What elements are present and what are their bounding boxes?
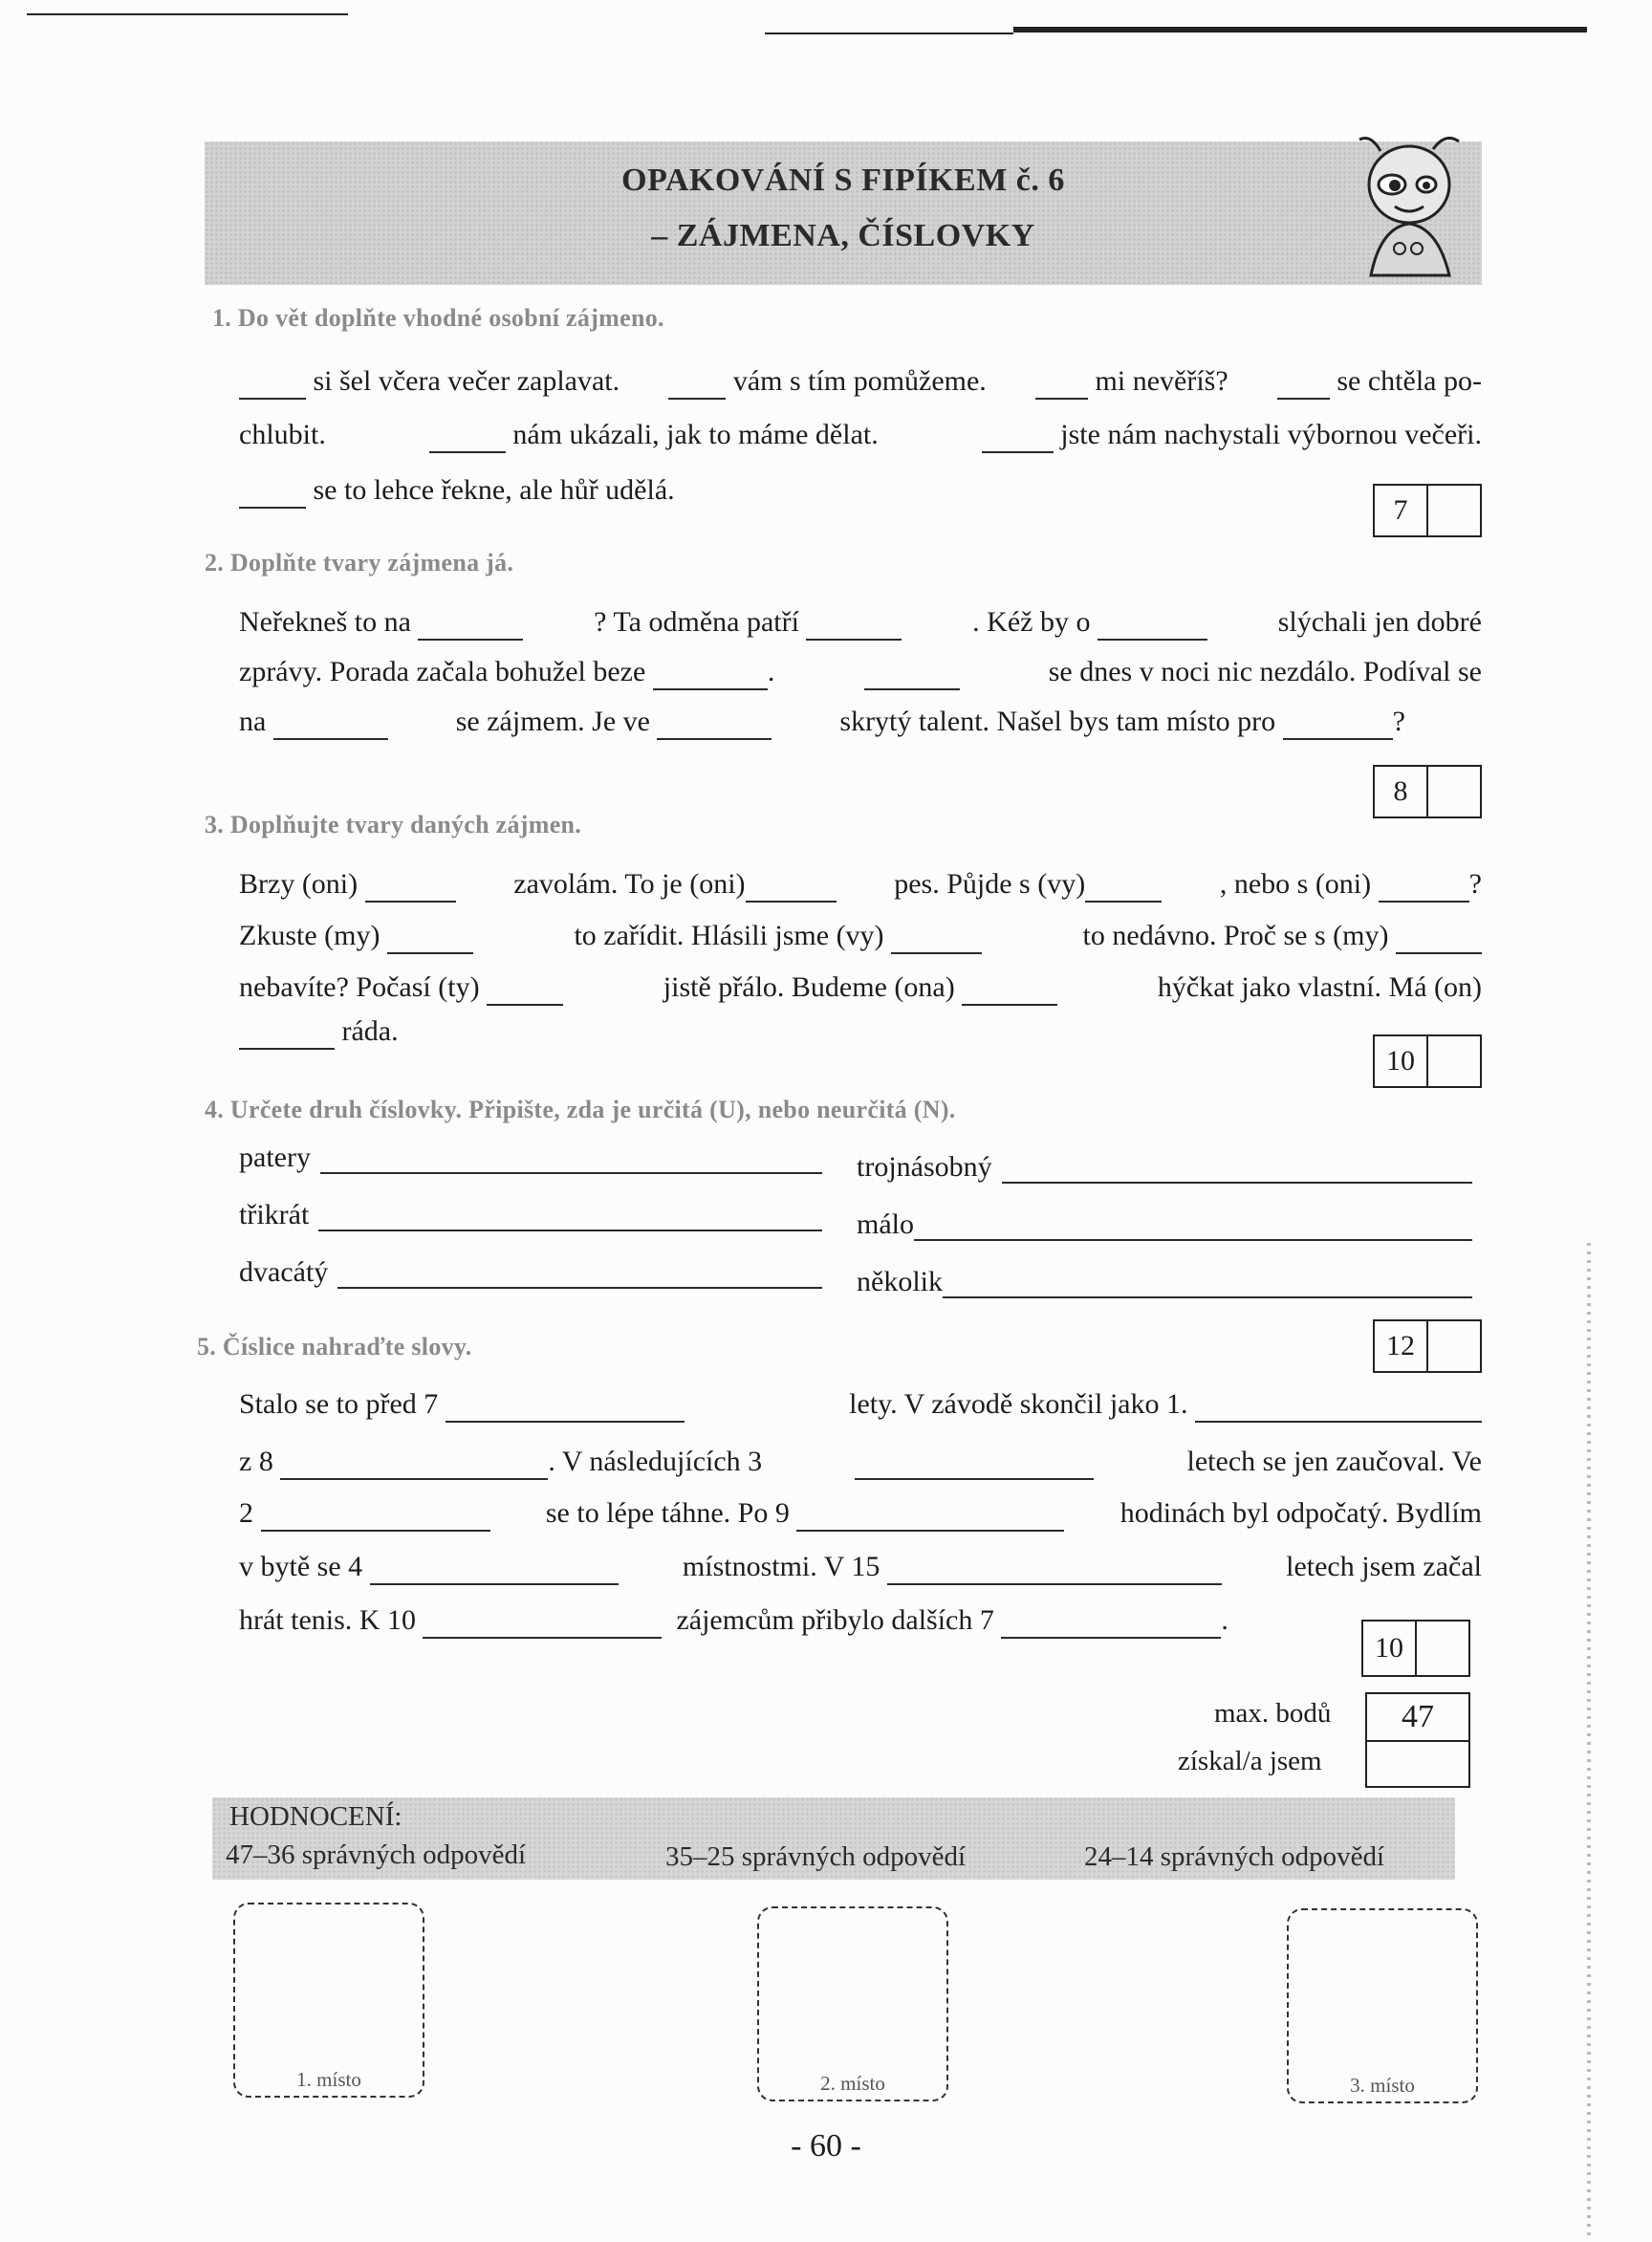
scan-edge — [1587, 1243, 1591, 2237]
task5-text: 2 — [239, 1497, 253, 1529]
header-title-line1: OPAKOVÁNÍ S FIPÍKEM č. 6 — [621, 163, 1065, 198]
task4-word: třikrát — [239, 1199, 310, 1230]
blank[interactable] — [962, 975, 1057, 1006]
top-rule-right-thick — [1013, 27, 1587, 33]
score-max: 10 — [1386, 1045, 1415, 1077]
score-max: 12 — [1386, 1330, 1415, 1361]
answer-line[interactable] — [337, 1258, 822, 1289]
blank[interactable] — [1396, 924, 1482, 954]
task3-text: ? — [1468, 868, 1482, 900]
task2-text: ? Ta odměna patří — [594, 606, 799, 638]
task2-line3 — [239, 704, 1405, 740]
answer-line[interactable] — [320, 1143, 822, 1174]
task2-line1 — [239, 604, 1482, 641]
score-earned-field[interactable] — [1426, 1321, 1480, 1371]
blank[interactable] — [423, 1608, 662, 1639]
task5-text: letech jsem začal — [1286, 1551, 1482, 1582]
blank[interactable] — [1277, 369, 1330, 400]
task3-text: to zařídit. Hlásili jsme (vy) — [574, 920, 884, 951]
task2-text: slýchali jen dobré — [1277, 606, 1482, 638]
blank[interactable] — [657, 709, 772, 740]
blank[interactable] — [370, 1555, 619, 1585]
place-label-2: 2. místo — [820, 2072, 885, 2095]
blank[interactable] — [239, 369, 306, 400]
task1-text: mi nevěříš? — [1095, 365, 1228, 397]
task3-text: to nedávno. Proč se s (my) — [1082, 920, 1389, 951]
answer-line[interactable] — [318, 1201, 822, 1231]
blank[interactable] — [1085, 872, 1162, 903]
task4-left-item — [239, 1199, 822, 1231]
score-max: 7 — [1393, 494, 1408, 526]
task1-text: nám ukázali, jak to máme dělat. — [512, 419, 879, 450]
task5-line5 — [239, 1602, 1228, 1639]
blank[interactable] — [429, 423, 506, 453]
task4-word: několik — [857, 1266, 943, 1297]
task4-right-item — [857, 1266, 1472, 1298]
task5-text: místnostmi. V 15 — [682, 1551, 880, 1582]
task3-text: zavolám. To je (oni) — [513, 868, 746, 900]
task5-text: z 8 — [239, 1446, 273, 1477]
blank[interactable] — [239, 1019, 335, 1050]
max-points-label: max. bodů — [1214, 1698, 1332, 1729]
task3-text: Brzy (oni) — [239, 868, 359, 900]
place-box-2 — [757, 1906, 948, 2101]
task3-score-box — [1373, 1034, 1482, 1088]
evaluation-range-1: 47–36 správných odpovědí — [226, 1839, 527, 1870]
task3-line1 — [239, 866, 1482, 903]
blank[interactable] — [887, 1555, 1222, 1585]
header-banner — [205, 141, 1482, 285]
task3-heading: 3. Doplňujte tvary daných zájmen. — [205, 811, 582, 838]
blank[interactable] — [746, 872, 837, 903]
task3-text: Zkuste (my) — [239, 920, 380, 951]
task3-text: ráda. — [341, 1015, 399, 1047]
task3-text: hýčkat jako vlastní. Má (on) — [1157, 971, 1482, 1003]
task4-word: trojnásobný — [857, 1151, 992, 1183]
blank[interactable] — [387, 924, 473, 954]
blank[interactable] — [982, 423, 1054, 453]
score-earned-field[interactable] — [1426, 767, 1480, 816]
task5-text: v bytě se 4 — [239, 1551, 363, 1582]
task5-text: . V následujících 3 — [548, 1446, 763, 1477]
blank[interactable] — [796, 1501, 1064, 1532]
task4-left-item — [239, 1256, 822, 1289]
task2-heading: 2. Doplňte tvary zájmena já. — [205, 549, 514, 577]
task4-left-item — [239, 1142, 822, 1174]
blank[interactable] — [1195, 1392, 1482, 1423]
task5-text: se to lépe táhne. Po 9 — [545, 1497, 790, 1529]
task5-line2 — [239, 1444, 1482, 1480]
evaluation-range-2: 35–25 správných odpovědí — [665, 1841, 967, 1872]
answer-line[interactable] — [1002, 1153, 1472, 1184]
answer-line[interactable] — [914, 1210, 1472, 1241]
task4-word: málo — [857, 1208, 914, 1240]
blank[interactable] — [239, 478, 306, 509]
task2-text: Neřekneš to na — [239, 606, 411, 638]
score-earned-field[interactable] — [1426, 486, 1480, 535]
top-rule-left — [27, 13, 348, 15]
task5-text: zájemcům přibylo dalších 7 — [676, 1604, 994, 1636]
task1-heading: 1. Do vět doplňte vhodné osobní zájmeno. — [212, 304, 664, 332]
header-title-line2: – ZÁJMENA, ČÍSLOVKY — [651, 218, 1035, 253]
score-max: 8 — [1393, 775, 1408, 807]
task2-text: se zájmem. Je ve — [455, 706, 650, 737]
score-max: 10 — [1375, 1632, 1403, 1664]
task4-score-box — [1373, 1319, 1482, 1373]
blank[interactable] — [1035, 369, 1088, 400]
task5-text: . — [1221, 1604, 1228, 1636]
task5-line3 — [239, 1495, 1482, 1532]
task5-text: letech se jen zaučoval. Ve — [1186, 1446, 1482, 1477]
task2-score-box — [1373, 765, 1482, 818]
task1-text: se to lehce řekne, ale hůř udělá. — [313, 474, 675, 506]
task5-text: lety. V závodě skončil jako 1. — [849, 1388, 1188, 1420]
page-number: - 60 - — [791, 2128, 861, 2164]
place-label-3: 3. místo — [1350, 2074, 1415, 2097]
task5-text: hrát tenis. K 10 — [239, 1604, 416, 1636]
blank[interactable] — [864, 660, 960, 690]
task4-word: patery — [239, 1142, 311, 1173]
blank[interactable] — [855, 1449, 1094, 1480]
task1-text: chlubit. — [239, 419, 326, 450]
max-points-value: 47 — [1402, 1699, 1434, 1734]
task3-text: nebavíte? Počasí (ty) — [239, 971, 480, 1003]
task1-text: si šel včera večer zaplavat. — [313, 365, 620, 397]
task2-text: ? — [1392, 706, 1405, 737]
blank[interactable] — [1283, 709, 1393, 740]
task1-line1 — [239, 363, 1482, 400]
task2-text: . — [767, 656, 775, 687]
evaluation-banner — [212, 1797, 1455, 1880]
task2-text: skrytý talent. Našel bys tam místo pro — [839, 706, 1276, 737]
task2-text: na — [239, 706, 267, 737]
task3-text: jistě přálo. Budeme (ona) — [663, 971, 955, 1003]
task2-text: se dnes v noci nic nezdálo. Podíval se — [1048, 656, 1482, 687]
task2-line2 — [239, 654, 1482, 690]
task4-right-item — [857, 1151, 1472, 1184]
place-box-1 — [233, 1903, 424, 2098]
answer-line[interactable] — [943, 1268, 1472, 1298]
blank[interactable] — [806, 610, 902, 641]
earned-points-field[interactable] — [1365, 1740, 1470, 1788]
task1-score-box — [1373, 484, 1482, 537]
task3-text: , nebo s (oni) — [1219, 868, 1372, 900]
task2-text: . Kéž by o — [972, 606, 1091, 638]
blank[interactable] — [418, 610, 523, 641]
task1-text: vám s tím pomůžeme. — [732, 365, 987, 397]
evaluation-range-3: 24–14 správných odpovědí — [1084, 1841, 1385, 1872]
blank[interactable] — [261, 1501, 490, 1532]
task5-heading: 5. Číslice nahraďte slovy. — [197, 1333, 472, 1360]
task4-heading: 4. Určete druh číslovky. Připište, zda je určitá (U), nebo neurčitá (N). — [205, 1096, 956, 1123]
place-label-1: 1. místo — [296, 2068, 361, 2091]
task1-line3 — [239, 472, 675, 509]
task2-text: zprávy. Porada začala bohužel beze — [239, 656, 646, 687]
task3-line2 — [239, 918, 1482, 954]
task1-text: jste nám nachystali výbornou večeři. — [1060, 419, 1482, 450]
blank[interactable] — [446, 1392, 685, 1423]
evaluation-title: HODNOCENÍ: — [229, 1801, 402, 1832]
task1-line2 — [239, 417, 1482, 453]
blank[interactable] — [365, 872, 456, 903]
blank[interactable] — [1379, 872, 1469, 903]
blank[interactable] — [487, 975, 563, 1006]
blank[interactable] — [1001, 1608, 1221, 1639]
blank[interactable] — [1098, 610, 1207, 641]
task4-word: dvacátý — [239, 1256, 329, 1288]
task4-right-item — [857, 1208, 1472, 1241]
fipik-mascot-icon — [1342, 132, 1476, 280]
max-points-box — [1365, 1692, 1470, 1742]
score-earned-field[interactable] — [1426, 1036, 1480, 1086]
task1-text: se chtěla po- — [1337, 365, 1482, 397]
blank[interactable] — [273, 709, 388, 740]
blank[interactable] — [653, 660, 768, 690]
blank[interactable] — [668, 369, 726, 400]
earned-points-label: získal/a jsem — [1178, 1746, 1322, 1776]
task5-line4 — [239, 1549, 1482, 1585]
blank[interactable] — [280, 1449, 548, 1480]
task5-line1 — [239, 1386, 1482, 1423]
top-rule-right-thin — [765, 33, 1013, 34]
task5-text: hodinách byl odpočatý. Bydlím — [1119, 1497, 1482, 1529]
task5-text: Stalo se to před 7 — [239, 1388, 439, 1420]
blank[interactable] — [891, 924, 982, 954]
task3-line4 — [239, 1013, 399, 1050]
place-box-3 — [1287, 1908, 1478, 2103]
task5-score-box — [1361, 1620, 1470, 1677]
task3-text: pes. Půjde s (vy) — [894, 868, 1086, 900]
task3-line3 — [239, 969, 1482, 1006]
score-earned-field[interactable] — [1415, 1622, 1468, 1675]
